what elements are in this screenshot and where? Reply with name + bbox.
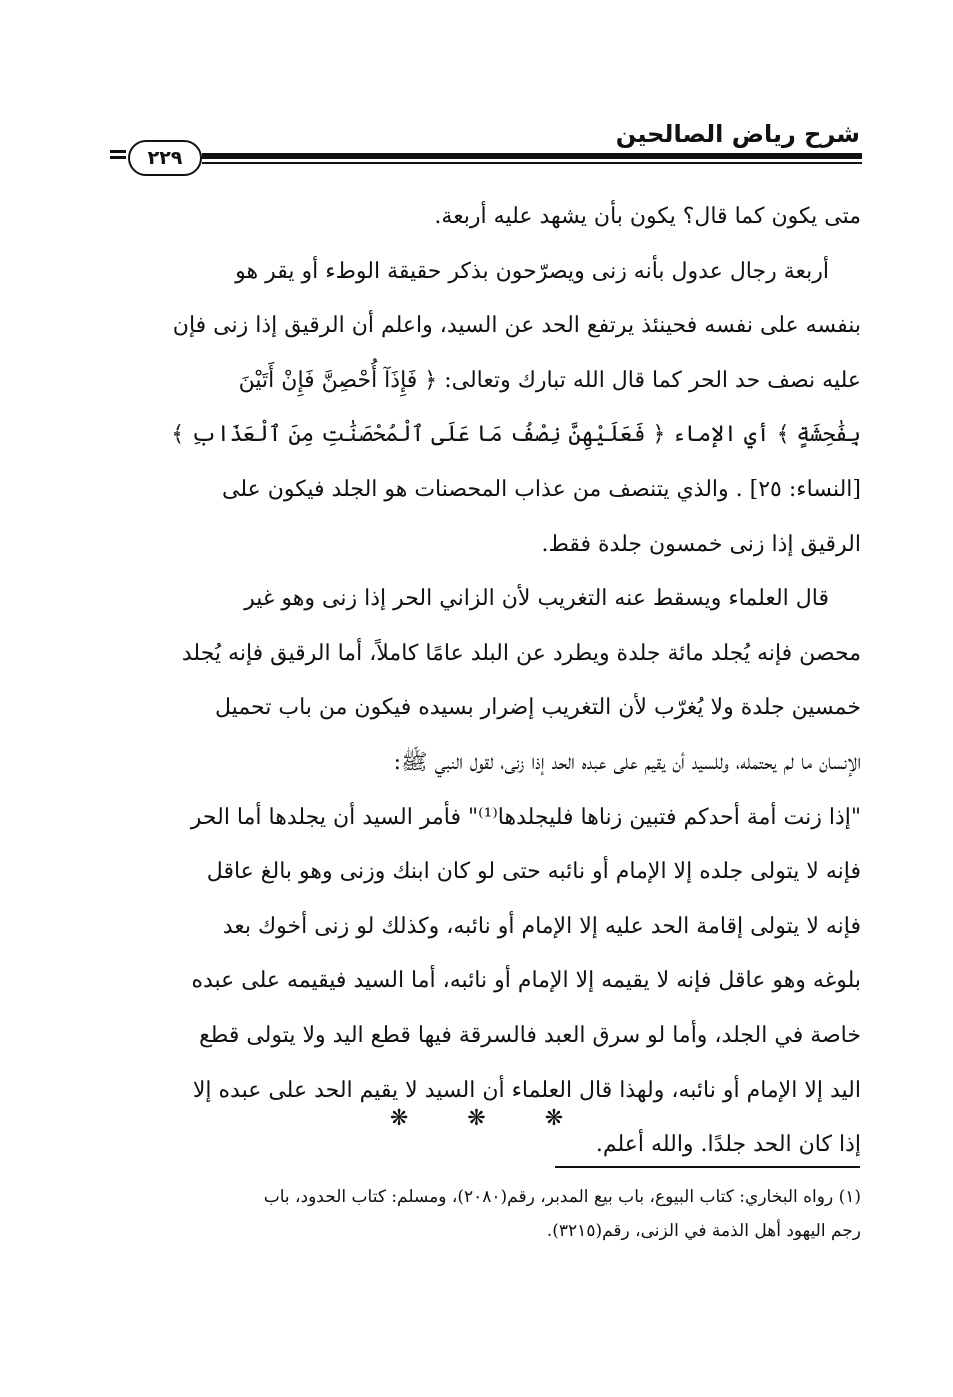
text-line: محصن فإنه يُجلد مائة جلدة ويطرد عن البلد عامًا كاملاً، أما الرقيق فإنه يُجلد: [181, 640, 861, 666]
text-line: بنفسه على نفسه فحينئذ يرتفع الحد عن السيد، واعلم أن الرقيق إذا زنى فإن: [172, 313, 861, 339]
text-line: فإنه لا يتولى إقامة الحد عليه إلا الإمام أو نائبه، وكذلك لو زنى أخوك بعد: [222, 913, 861, 939]
footnotes: [113, 1180, 861, 1248]
page-header: [110, 120, 862, 180]
text-line: أربعة رجال عدول بأنه زنى ويصرّحون بذكر حقيقة الوطء أو يقر هو: [235, 258, 829, 284]
text-line: متى يكون كما قال؟ يكون بأن يشهد عليه أربعة.: [434, 204, 861, 229]
text-line: قال العلماء ويسقط عنه التغريب لأن الزاني الحر إذا زنى وهو غير: [244, 586, 829, 612]
header-rule-thin: [202, 162, 862, 164]
book-title: شرح رياض الصالحين: [615, 120, 860, 148]
main-text: [113, 190, 861, 1173]
text-line: الرقيق إذا زنى خمسون جلدة فقط.: [541, 531, 861, 557]
text-line: "إذا زنت أمة أحدكم فتبين زناها فليجلدها⁽¹⁾" فأمر السيد أن يجلدها أما الحر: [190, 804, 861, 830]
section-separator: ❋ ❋ ❋: [389, 1106, 590, 1131]
text-line: خمسين جلدة ولا يُغرّب لأن التغريب إضرار بسيده فيكون من باب تحميل: [215, 695, 861, 721]
text-line: الإنسان ما لم يحتمله، وللسيد أن يقيم على عبده الحد إذا زنى، لقول النبي ﷺ:: [393, 749, 861, 775]
text-line: فإنه لا يتولى جلده إلا الإمام أو نائبه حتى لو كان ابنك وزنى وهو بالغ عاقل: [206, 859, 861, 885]
footnote-rule: [555, 1166, 860, 1168]
text-line: بِفَٰحِشَةٍ ﴾ أي الإماء ﴿ فَعَلَيْهِنَّ نِصْفُ مَا عَلَى ٱلْمُحْصَنَٰتِ مِنَ ٱلْعَذَابِ ﴾: [171, 422, 861, 448]
text-line: إذا كان الحد جلدًا. والله أعلم.: [595, 1132, 861, 1158]
text-line: بلوغه وهو عاقل فإنه لا يقيمه إلا الإمام أو نائبه، أما السيد فيقيمه على عبده: [191, 968, 861, 994]
text-line: اليد إلا الإمام أو نائبه، ولهذا قال العلماء أن السيد لا يقيم الحد على عبده إلا: [192, 1077, 861, 1103]
footnote-line: رجم اليهود أهل الذمة في الزنى، رقم(٣٢١٥).: [546, 1221, 861, 1241]
footnote-line: (١) رواه البخاري: كتاب البيوع، باب بيع المدبر، رقم(٢٠٨٠)، ومسلم: كتاب الحدود، باب: [263, 1187, 861, 1207]
text-line: [النساء: ٢٥] . والذي يتنصف من عذاب المحصنات هو الجلد فيكون على: [221, 476, 861, 502]
header-ornament: [110, 150, 126, 164]
page-number: ٢٢٩: [128, 140, 202, 176]
text-line: عليه نصف حد الحر كما قال الله تبارك وتعالى: ﴿ فَإِذَآ أُحْصِنَّ فَإِنْ أَتَيْنَ: [238, 367, 861, 393]
header-rule-thick: [202, 153, 862, 159]
text-line: خاصة في الجلد، وأما لو سرق العبد فالسرقة فيها قطع اليد ولا يتولى قطع: [199, 1022, 861, 1048]
